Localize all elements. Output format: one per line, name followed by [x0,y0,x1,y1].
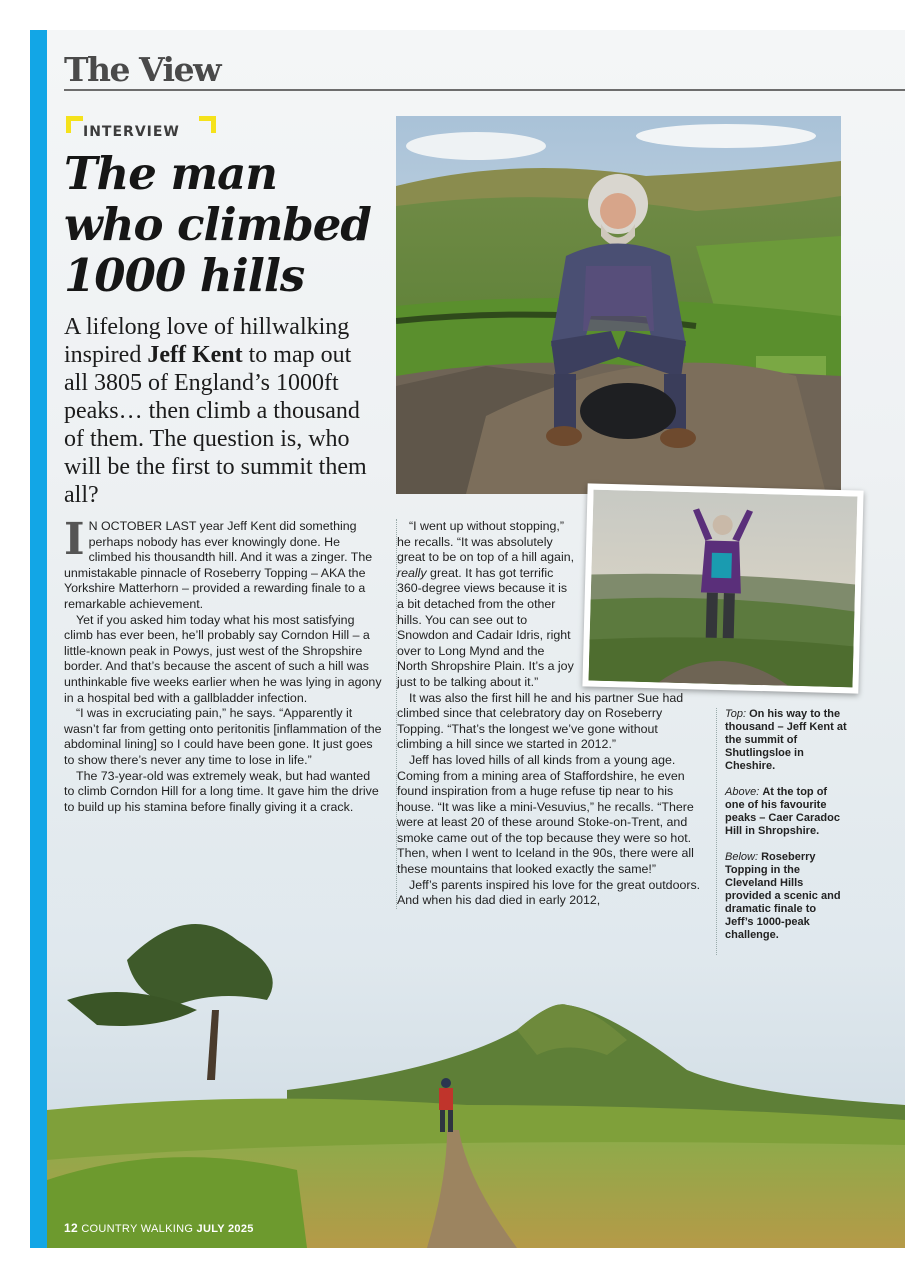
tag-bracket-left [66,116,83,133]
photo-captions [716,708,847,955]
article-paragraph-text: N OCTOBER LAST year Jeff Kent did something perhaps nobody has ever knowingly done. He climbed his thousandth hill. And it was a zinger. The unmistakable pinnacle of Roseberry Topping – AKA the Yorkshire Matterhorn – provided a rewarding finale to a remarkable achievement. [64,519,373,611]
caption-text: At the top of one of his favourite peaks – Caer Caradoc Hill in Shropshire. [725,786,840,837]
article-paragraph: Jeff’s parents inspired his love for the great outdoors. And when his dad died in early 2012, [397,877,701,908]
article-paragraph: Yet if you asked him today what his most satisfying climb has ever been, he’ll probably say Corndon Hill – a little-known peak in Powys, just west of the Shropshire border. And that’s because the ascent of such a hill was unthinkable five weeks earlier when he was lying in agony in a hospital bed with a gallbladder infection. [64,612,382,705]
caption-label: Above: [725,786,760,798]
caption-above [725,786,847,838]
page-footer [64,1221,254,1235]
section-color-bar [30,30,47,1248]
headline-line-1: The man [64,147,277,200]
standfirst [64,313,374,509]
headline-bold: 1000 hills [64,249,305,302]
article-paragraph [64,514,382,613]
tag-bracket-right [199,116,216,133]
caption-top [725,708,847,773]
drop-cap: I [64,514,85,565]
photo-main-image [396,116,841,494]
magazine-name: COUNTRY WALKING [81,1223,194,1235]
issue-date: JULY 2025 [196,1223,254,1235]
caption-label: Below: [725,851,759,863]
section-title: The View [64,50,220,89]
page-number: 12 [64,1221,78,1235]
article-paragraph-quote [397,519,577,691]
caption-text: Roseberry Topping in the Cleveland Hills provided a scenic and dramatic finale to Jeff’s 1000-peak challenge. [725,851,841,941]
quote-text-b: great. It has got terrific 360-degree views because it is a bit detached from the other hills. You can see out to Snowdon and Cadair Idris, right over to Long Mynd and the North Shropshire Plain. It’s a joy just to be talking about it.” [397,565,574,689]
interview-tag [66,116,216,142]
headline [64,148,384,301]
standfirst-pre: A lifelong love of hillwalking inspired [64,314,350,368]
standfirst-name: Jeff Kent [147,342,243,368]
article-column-1 [64,514,382,815]
article-paragraph: Jeff has loved hills of all kinds from a young age. Coming from a mining area of Staffordshire, he even found inspiration from a huge refuse tip near to his house. “It was like a mini-Vesuvius,” he recalls. “There were at least 20 of these around Stoke-on-Trent, and smoke came out of the top because they were so hot. Then, when I went to Iceland in the 90s, there were all these mountains that looked exactly the same!” [397,752,694,877]
caption-text: On his way to the thousand – Jeff Kent at the summit of Shutlingsloe in Cheshire. [725,708,847,772]
quote-text-a: “I went up without stopping,” he recalls. “It was absolutely great to be on top of a hill again, [397,519,575,565]
caption-below [725,851,847,942]
standfirst-post: to map out all 3805 of England’s 1000ft peaks… then climb a thousand of them. The question is, who will be the first to summit them all? [64,342,367,508]
caption-label: Top: [725,708,747,720]
article-paragraph: The 73-year-old was extremely weak, but had wanted to climb Corndon Hill for a long time. It gave him the drive to build up his stamina before finally giving it a crack. [64,768,379,814]
section-rule [64,89,905,91]
article-column-2 [396,519,703,909]
headline-line-2: who climbed [64,198,371,251]
tag-label: INTERVIEW [83,124,180,140]
quote-emphasis: really [397,565,427,580]
article-paragraph: “I was in excruciating pain,” he says. “Apparently it wasn’t far from getting onto peritonitis [inflammation of the abdominal lining] so I could have been gone. It just goes to show there’s never any time to lose in life.” [64,706,382,767]
photo-jeff-on-shutlingsloe [396,116,841,494]
article-paragraph: It was also the first hill he and his partner Sue had climbed since that celebratory day on Roseberry Topping. “That’s the longest we’ve gone without climbing a hill since we started in 2012.” [397,690,684,752]
